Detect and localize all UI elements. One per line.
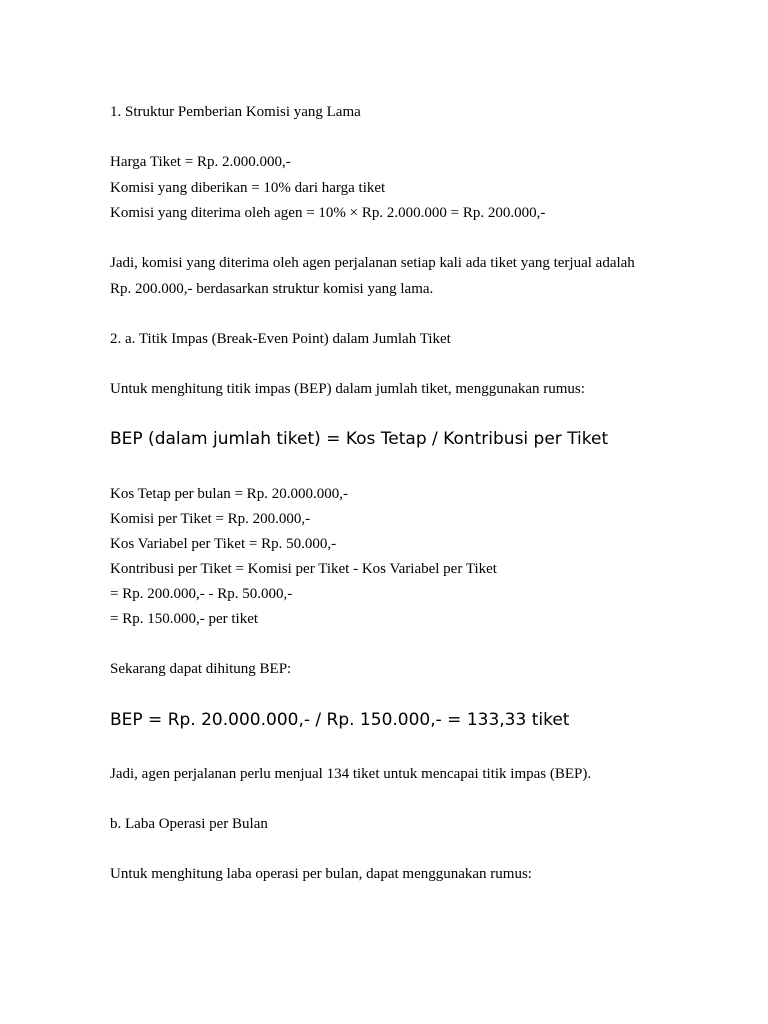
section2a-conclusion: Jadi, agen perjalanan perlu menjual 134 tiket untuk mencapai titik impas (BEP). <box>110 766 592 782</box>
section2a-heading: 2. a. Titik Impas (Break-Even Point) dalam Jumlah Tiket <box>110 331 451 347</box>
bep-formula: BEP (dalam jumlah tiket) = Kos Tetap / Kontribusi per Tiket <box>110 429 609 449</box>
ticket-price-line: Harga Tiket = Rp. 2.000.000,- <box>110 154 291 170</box>
variable-cost-line: Kos Variabel per Tiket = Rp. 50.000,- <box>110 536 337 552</box>
section2b-heading: b. Laba Operasi per Bulan <box>110 816 268 832</box>
bep-result-formula: BEP = Rp. 20.000.000,- / Rp. 150.000,- = 133,33 tiket <box>110 710 570 730</box>
commission-per-ticket-line: Komisi per Tiket = Rp. 200.000,- <box>110 511 311 527</box>
section1-conclusion-line-2: Rp. 200.000,- berdasarkan struktur komisi yang lama. <box>110 281 434 297</box>
contribution-calc-line: = Rp. 200.000,- - Rp. 50.000,- <box>110 586 293 602</box>
commission-received-line: Komisi yang diterima oleh agen = 10% × Rp. 2.000.000 = Rp. 200.000,- <box>110 205 546 221</box>
section1-conclusion-line-1: Jadi, komisi yang diterima oleh agen perjalanan setiap kali ada tiket yang terjual adalah <box>110 255 635 271</box>
commission-given-line: Komisi yang diberikan = 10% dari harga tiket <box>110 180 386 196</box>
section2b-intro: Untuk menghitung laba operasi per bulan, dapat menggunakan rumus: <box>110 866 532 882</box>
fixed-cost-line: Kos Tetap per bulan = Rp. 20.000.000,- <box>110 486 348 502</box>
bep-calc-intro: Sekarang dapat dihitung BEP: <box>110 661 292 677</box>
contribution-result-line: = Rp. 150.000,- per tiket <box>110 611 259 627</box>
section1-heading: 1. Struktur Pemberian Komisi yang Lama <box>110 104 361 120</box>
contribution-definition-line: Kontribusi per Tiket = Komisi per Tiket - Kos Variabel per Tiket <box>110 561 497 577</box>
section2a-intro: Untuk menghitung titik impas (BEP) dalam jumlah tiket, menggunakan rumus: <box>110 381 585 397</box>
